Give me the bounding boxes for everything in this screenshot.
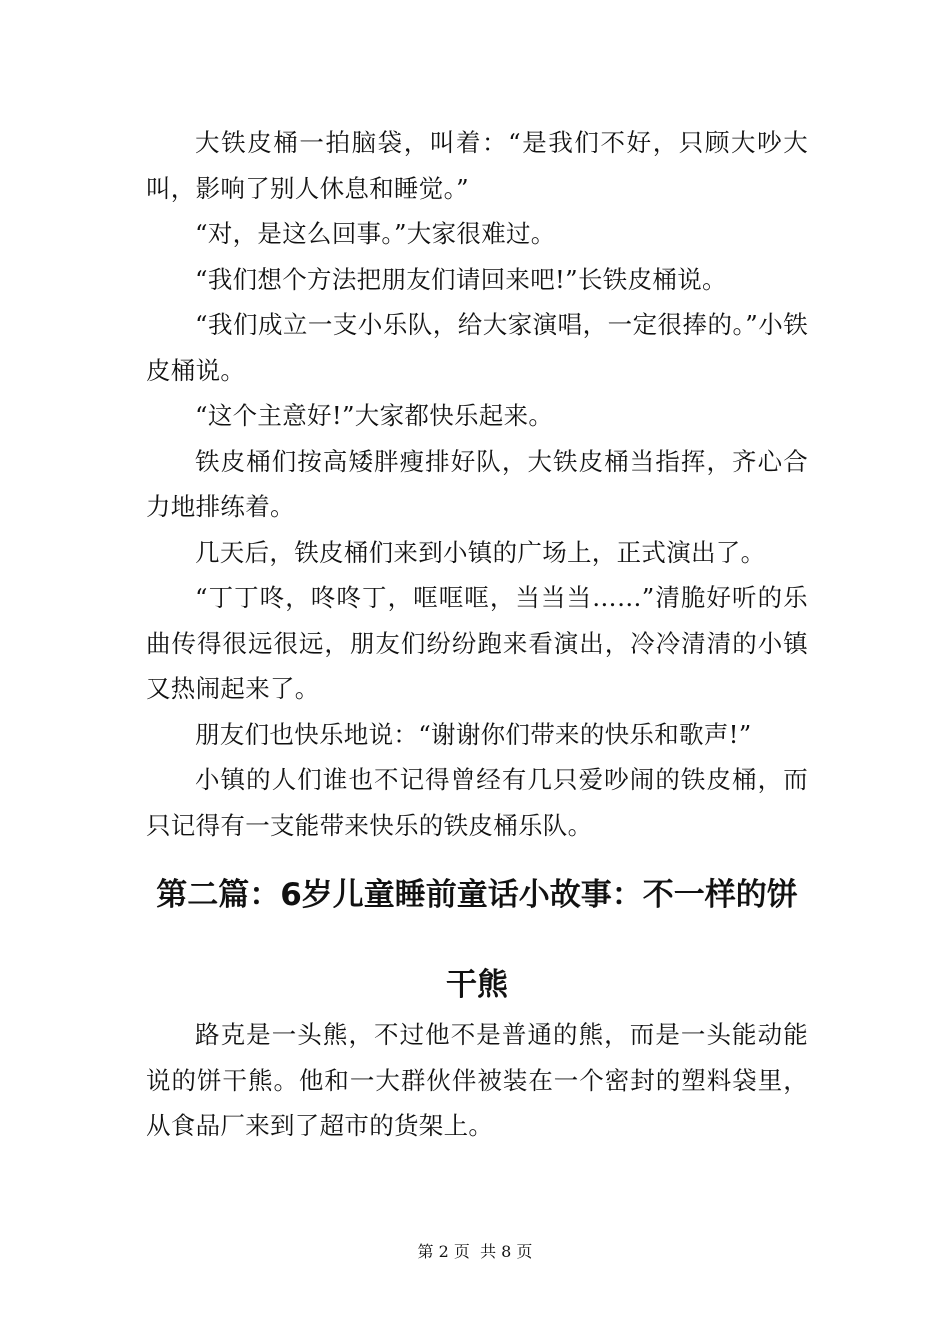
paragraph: “我们想个方法把朋友们请回来吧!”长铁皮桶说。 (195, 264, 727, 294)
page-footer (0, 1242, 950, 1262)
paragraph: “对，是这么回事。”大家很难过。 (195, 219, 556, 248)
paragraph: “我们成立一支小乐队，给大家演唱，一定很捧的。”小铁皮桶说。 (146, 310, 808, 385)
paragraph: 路克是一头熊，不过他不是普通的熊，而是一头能动能说的饼干熊。他和一大群伙伴被装在一个密封的塑料袋里，从食品厂来到了超市的货架上。 (146, 1020, 808, 1140)
paragraph: “这个主意好!”大家都快乐起来。 (195, 401, 554, 430)
paragraph: 几天后，铁皮桶们来到小镇的广场上，正式演出了。 (195, 537, 766, 567)
story-body (146, 120, 808, 848)
paragraph: 朋友们也快乐地说：“谢谢你们带来的快乐和歌声!” (195, 719, 752, 749)
paragraph: “丁丁咚，咚咚丁，哐哐哐，当当当……”清脆好听的乐曲传得很远很远，朋友们纷纷跑来看演出，冷冷清清的小镇又热闹起来了。 (146, 583, 808, 703)
story-body-2 (146, 1012, 808, 1149)
section-heading: 第二篇：6岁儿童睡前童话小故事：不一样的饼干熊 (156, 877, 798, 1003)
paragraph: 铁皮桶们按高矮胖瘦排好队，大铁皮桶当指挥，齐心合力地排练着。 (146, 446, 808, 521)
paragraph: 小镇的人们谁也不记得曾经有几只爱吵闹的铁皮桶，而只记得有一支能带来快乐的铁皮桶乐队。 (146, 765, 808, 840)
paragraph: 大铁皮桶一拍脑袋，叫着：“是我们不好，只顾大吵大叫，影响了别人休息和睡觉。” (146, 128, 808, 203)
page-number: 第 2 页 共 8 页 (417, 1242, 533, 1261)
